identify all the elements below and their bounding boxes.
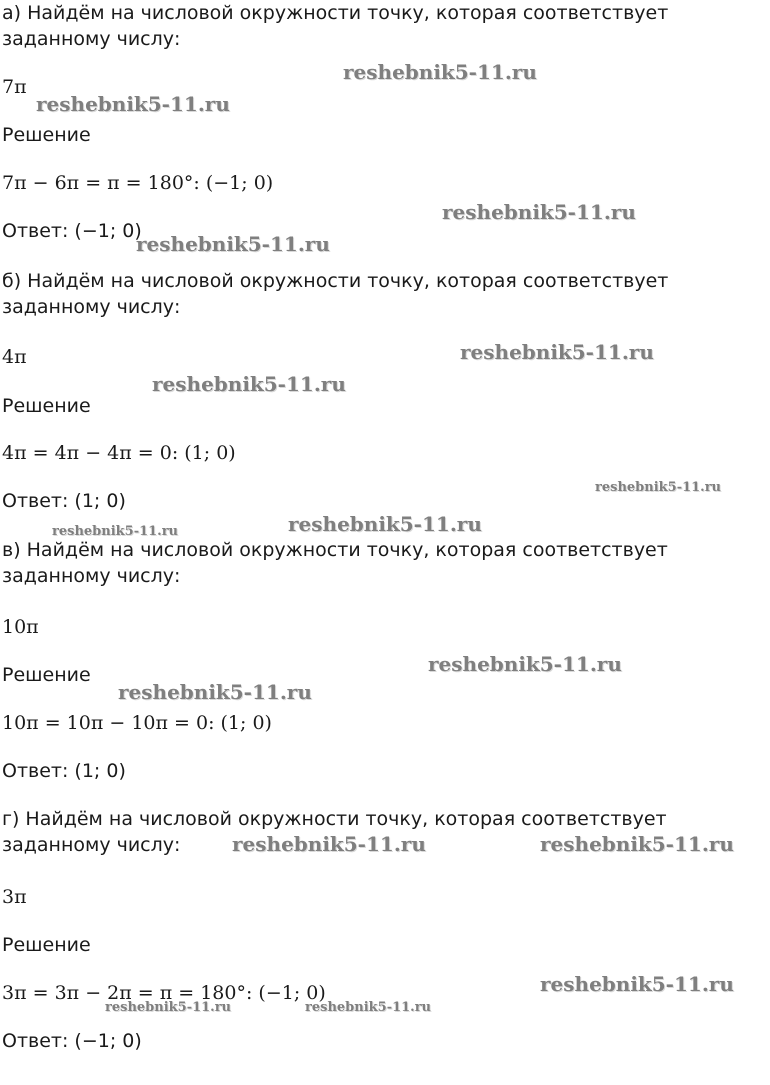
watermark: reshebnik5-11.ru — [36, 92, 230, 116]
watermark: reshebnik5-11.ru — [540, 972, 734, 996]
watermark: reshebnik5-11.ru — [136, 232, 330, 256]
solution-label: Решение — [2, 395, 91, 417]
answer-text: Ответ: (−1; 0) — [2, 1030, 142, 1052]
given-number: 10π — [2, 616, 39, 638]
watermark: reshebnik5-11.ru — [460, 340, 654, 364]
solution-expression: 4π = 4π − 4π = 0: (1; 0) — [2, 442, 236, 464]
watermark: reshebnik5-11.ru — [428, 652, 622, 676]
solution-label: Решение — [2, 124, 91, 146]
task-text: а) Найдём на числовой окружности точку, которая соответствует заданному числу: — [2, 2, 669, 50]
watermark: reshebnik5-11.ru — [232, 832, 426, 856]
watermark: reshebnik5-11.ru — [343, 60, 537, 84]
task-text: г) Найдём на числовой окружности точку, которая соответствует заданному числу: — [2, 808, 667, 856]
watermark: reshebnik5-11.ru — [305, 1000, 432, 1015]
watermark: reshebnik5-11.ru — [118, 680, 312, 704]
answer-text: Ответ: (1; 0) — [2, 490, 126, 512]
task-text: б) Найдём на числовой окружности точку, которая соответствует заданному числу: — [2, 270, 669, 318]
answer-text: Ответ: (−1; 0) — [2, 220, 142, 242]
given-number: 7π — [2, 76, 27, 98]
watermark: reshebnik5-11.ru — [442, 200, 636, 224]
solution-expression: 10π = 10π − 10π = 0: (1; 0) — [2, 712, 272, 734]
watermark: reshebnik5-11.ru — [52, 524, 179, 539]
watermark: reshebnik5-11.ru — [288, 512, 482, 536]
answer-text: Ответ: (1; 0) — [2, 760, 126, 782]
task-text: в) Найдём на числовой окружности точку, которая соответствует заданному числу: — [2, 539, 668, 587]
watermark: reshebnik5-11.ru — [105, 1000, 232, 1015]
given-number: 3π — [2, 886, 27, 908]
watermark: reshebnik5-11.ru — [152, 372, 346, 396]
solution-expression: 3π = 3π − 2π = π = 180°: (−1; 0) — [2, 982, 326, 1004]
watermark: reshebnik5-11.ru — [540, 832, 734, 856]
solution-expression: 7π − 6π = π = 180°: (−1; 0) — [2, 172, 274, 194]
watermark: reshebnik5-11.ru — [595, 480, 722, 495]
given-number: 4π — [2, 346, 27, 368]
solution-label: Решение — [2, 664, 91, 686]
solution-label: Решение — [2, 934, 91, 956]
